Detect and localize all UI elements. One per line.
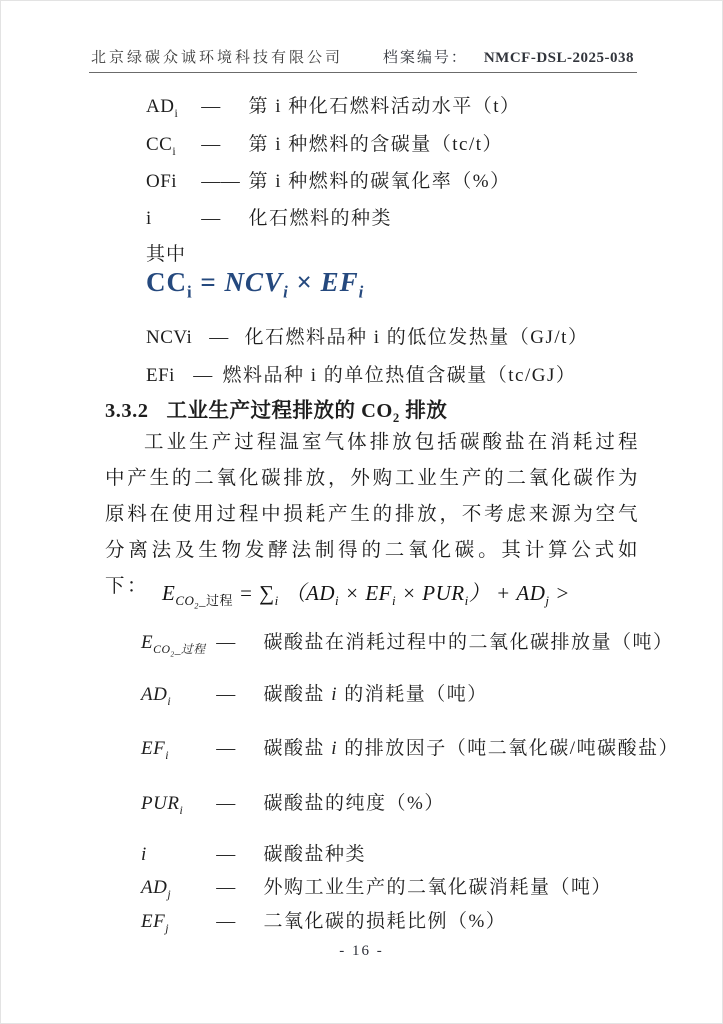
section-title: 工业生产过程排放的 $CO_2$ 排放 [166, 400, 448, 426]
def-dash: — [193, 365, 213, 386]
def-row-puri [141, 788, 445, 818]
def-term: $E_{CO_2\_过程}$ [141, 632, 206, 659]
def-dash: — [216, 738, 236, 759]
def-term: $AD_i$ [146, 96, 179, 120]
def-row-i [146, 203, 392, 230]
def-dash: — [216, 684, 236, 705]
def-row-adj [141, 872, 612, 902]
def-term: $AD_j$ [141, 877, 172, 901]
def-dash: — [201, 96, 221, 117]
def-desc: 二氧化碳的损耗比例（%） [263, 911, 507, 932]
def-term: i [146, 208, 152, 229]
header-archive [383, 46, 634, 67]
def-dash: — [216, 844, 236, 865]
def-dash: — [201, 134, 221, 155]
def-desc: 碳酸盐的纯度（%） [263, 793, 445, 814]
footer-page-number: - 16 - [339, 943, 384, 959]
def-desc: 碳酸盐在消耗过程中的二氧化碳排放量（吨） [263, 632, 674, 653]
def-row-efj [141, 906, 506, 936]
def-desc: 燃料品种 i 的单位热值含碳量（tc/GJ） [222, 365, 577, 386]
def-term: EFi [146, 365, 175, 386]
def-row-adi2 [141, 679, 488, 709]
section-number: 3.3.2 [105, 400, 149, 422]
def-dash: — [216, 877, 236, 898]
archive-number: NMCF-DSL-2025-038 [483, 50, 634, 66]
header-rule [89, 72, 637, 73]
def-row-efi [146, 360, 576, 387]
def-term: $CC_i$ [146, 134, 177, 158]
def-dash: — [201, 208, 221, 229]
def-desc: 第 i 种燃料的碳氧化率（%） [248, 171, 511, 192]
def-dash: — [216, 793, 236, 814]
body-paragraph: 工业生产过程温室气体排放包括碳酸盐在消耗过程中产生的二氧化碳排放，外购工业生产的二氧化碳作为原料在使用过程中损耗产生的排放，不考虑来源为空气分离法及生物发酵法制得的二氧化碳。其计算公式如下： [105, 432, 640, 597]
def-term: $AD_i$ [141, 684, 172, 708]
header-company-name: 北京绿碳众诚环境科技有限公司 [91, 50, 344, 66]
def-row-ofi [146, 166, 511, 193]
def-desc: 碳酸盐种类 [263, 844, 367, 865]
def-desc: 化石燃料的种类 [248, 208, 393, 229]
formula-cc: $CC_i = NCV_i \times EF_i$ [146, 267, 365, 302]
def-dash: — [216, 632, 236, 653]
def-row-e-process [141, 627, 674, 658]
def-dash: — [216, 911, 236, 932]
def-term: $EF_j$ [141, 911, 169, 935]
def-dash: —— [201, 171, 241, 192]
def-desc: 第 i 种化石燃料活动水平（t） [248, 96, 521, 117]
def-desc: 碳酸盐 i 的排放因子（吨二氧化碳/吨碳酸盐） [263, 738, 680, 759]
def-term: NCVi [146, 327, 193, 348]
archive-label: 档案编号： [382, 50, 468, 66]
section-heading [105, 393, 447, 426]
def-row-efi2 [141, 733, 679, 763]
def-desc: 外购工业生产的二氧化碳消耗量（吨） [263, 877, 613, 898]
def-term: i [141, 844, 147, 865]
def-row-adi [146, 91, 521, 121]
def-dash: — [209, 327, 229, 348]
def-row-ncvi [146, 322, 588, 349]
formula-process: $E_{CO_2\_过程} = \sum_i$ $(AD_i \times EF_i \times PUR_i) + AD_j$ > [162, 581, 570, 611]
def-term: OFi [146, 171, 178, 192]
def-row-i2 [141, 839, 366, 866]
def-row-cci [146, 129, 503, 159]
among-label: 其中 [146, 244, 187, 265]
def-desc: 碳酸盐 i 的消耗量（吨） [263, 684, 488, 705]
def-term: $EF_i$ [141, 738, 169, 762]
def-desc: 第 i 种燃料的含碳量（tc/t） [248, 134, 504, 155]
def-desc: 化石燃料品种 i 的低位发热量（GJ/t） [244, 327, 589, 348]
def-term: $PUR_i$ [141, 793, 184, 817]
